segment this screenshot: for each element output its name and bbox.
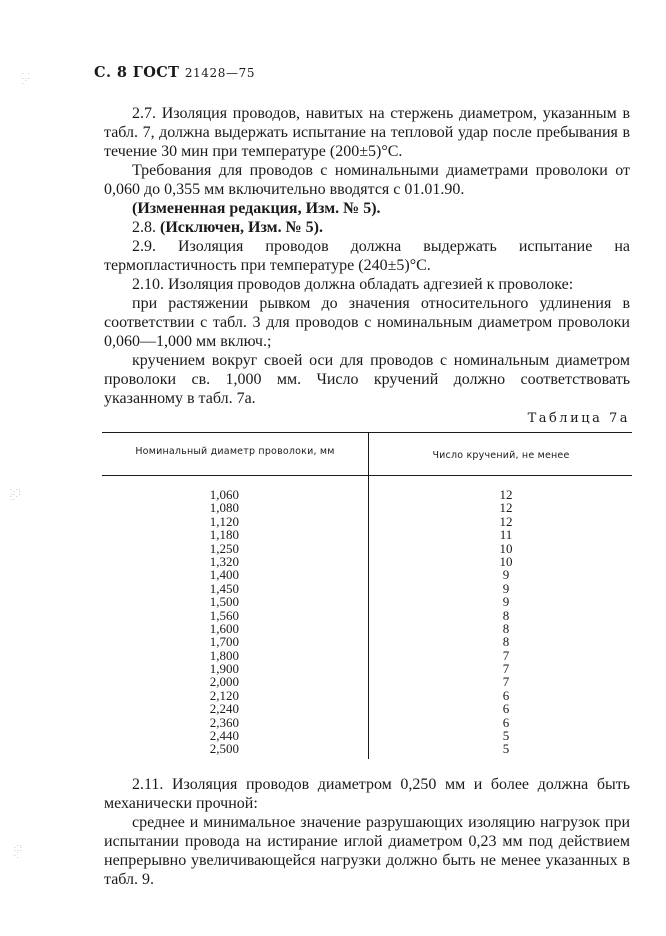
cell-diameter: 2,440 — [209, 728, 239, 744]
cell-diameter: 1,060 — [209, 487, 239, 502]
cell-twists: 9 — [502, 594, 510, 610]
cell-diameter: 2,000 — [209, 674, 239, 690]
text-block-top — [104, 104, 630, 408]
cell-twists: 11 — [499, 527, 513, 543]
cell-diameter: 2,500 — [209, 741, 239, 757]
cell-twists: 8 — [502, 620, 510, 636]
paragraph-2-9: 2.9. Изоляция проводов должна выдержать испытание на термопластичность при температуре (240±5)°С. — [104, 238, 630, 274]
amendment-note: (Измененная редакция, Изм. № 5). — [132, 200, 381, 217]
table-row — [102, 542, 632, 555]
standard-number: 21428—75 — [184, 66, 256, 80]
cell-twists: 9 — [502, 567, 510, 583]
cell-twists: 9 — [502, 580, 510, 596]
cell-twists: 12 — [499, 487, 513, 502]
clause-2-8-excluded: (Исключен, Изм. № 5). — [160, 219, 323, 236]
table-row — [102, 501, 632, 514]
scan-speck: .·: ·:· ·. — [14, 843, 23, 860]
table-row — [102, 716, 632, 729]
table-row — [102, 689, 632, 702]
page-header — [94, 64, 255, 81]
table-row — [102, 609, 632, 622]
cell-diameter: 1,700 — [209, 634, 239, 650]
scan-speck: ·.·: :·.· ·· — [10, 487, 22, 504]
cell-twists: 8 — [502, 634, 510, 650]
paragraph-requirements: Требования для проводов с номинальными диаметрами проволоки от 0,060 до 0,355 мм включительно вводятся с 01.01.90. — [104, 162, 630, 198]
cell-diameter: 1,900 — [209, 661, 239, 677]
paragraph-2-10: 2.10. Изоляция проводов должна обладать адгезией к проволоке: — [132, 276, 574, 293]
cell-twists: 7 — [502, 674, 510, 690]
text-block-bottom — [104, 775, 630, 889]
table-row — [102, 649, 632, 662]
cell-diameter: 1,080 — [209, 500, 239, 516]
paragraph-stretch-test: при растяжении рывком до значения относительного удлинения в соответствии с табл. 3 для проводов с номинальным диаметром проволоки 0,060—1,000 мм включ.; — [104, 295, 630, 350]
cell-twists: 6 — [502, 701, 510, 717]
table-row — [102, 635, 632, 648]
table-row — [102, 555, 632, 568]
table-caption: Таблица 7а — [527, 411, 630, 426]
cell-twists: 10 — [499, 553, 513, 569]
cell-diameter: 1,400 — [209, 567, 239, 583]
scan-speck: · · ·:· · — [22, 71, 31, 88]
page-number: С. 8 — [94, 64, 128, 81]
cell-diameter: 1,320 — [209, 553, 239, 569]
cell-twists: 6 — [502, 687, 510, 703]
cell-diameter: 2,240 — [209, 701, 239, 717]
cell-diameter: 2,360 — [209, 714, 239, 730]
table-row — [102, 729, 632, 742]
cell-diameter: 1,800 — [209, 647, 239, 663]
cell-twists: 5 — [502, 741, 510, 757]
table-row — [102, 675, 632, 688]
cell-diameter: 1,500 — [209, 594, 239, 610]
cell-twists: 7 — [502, 661, 510, 677]
table-header — [102, 433, 632, 475]
cell-diameter: 1,560 — [209, 607, 239, 623]
cell-twists: 6 — [502, 714, 510, 730]
table-row — [102, 595, 632, 608]
table-row — [102, 515, 632, 528]
table-row — [102, 528, 632, 541]
table-row — [102, 742, 632, 755]
cell-diameter: 1,250 — [209, 540, 239, 556]
cell-diameter: 1,600 — [209, 620, 239, 636]
paragraph-2-11: 2.11. Изоляция проводов диаметром 0,250 мм и более должна быть механически прочной: — [104, 776, 630, 812]
cell-twists: 8 — [502, 607, 510, 623]
cell-twists: 7 — [502, 647, 510, 663]
cell-diameter: 1,450 — [209, 580, 239, 596]
paragraph-twist-test: кручением вокруг своей оси для проводов с номинальным диаметром проволоки св. 1,000 мм. Число кручений должно соответствовать указанному в табл. 7а. — [104, 352, 630, 407]
paragraph-2-7: 2.7. Изоляция проводов, навитых на стержень диаметром, указанным в табл. 7, должна выдержать испытание на тепловой удар после пребывания в течение 30 мин при температуре (200±5)°С. — [104, 105, 630, 160]
cell-diameter: 1,180 — [209, 527, 239, 543]
cell-twists: 10 — [499, 540, 513, 556]
clause-number-2-8: 2.8. — [132, 219, 156, 236]
table-row — [102, 582, 632, 595]
table-row — [102, 488, 632, 501]
table-row — [102, 702, 632, 715]
table-7a — [102, 432, 632, 756]
cell-diameter: 1,120 — [209, 513, 239, 529]
column-header-twists: Число кручений, не менее — [432, 450, 570, 461]
standard-name: ГОСТ — [132, 64, 180, 81]
cell-twists: 12 — [499, 500, 513, 516]
table-row — [102, 622, 632, 635]
paragraph-2-8 — [104, 218, 630, 237]
cell-diameter: 2,120 — [209, 687, 239, 703]
cell-twists: 12 — [499, 513, 513, 529]
table-row — [102, 662, 632, 675]
table-body — [102, 476, 632, 756]
paragraph-load-test: среднее и минимальное значение разрушающих изоляцию нагрузок при испытании провода на истирание иглой диаметром 0,23 мм под действием непрерывно увеличивающейся нагрузки должно быть не менее указанных в табл. 9. — [104, 814, 630, 888]
column-header-diameter: Номинальный диаметр проволоки, мм — [135, 446, 335, 457]
table-row — [102, 568, 632, 581]
cell-twists: 5 — [502, 728, 510, 744]
